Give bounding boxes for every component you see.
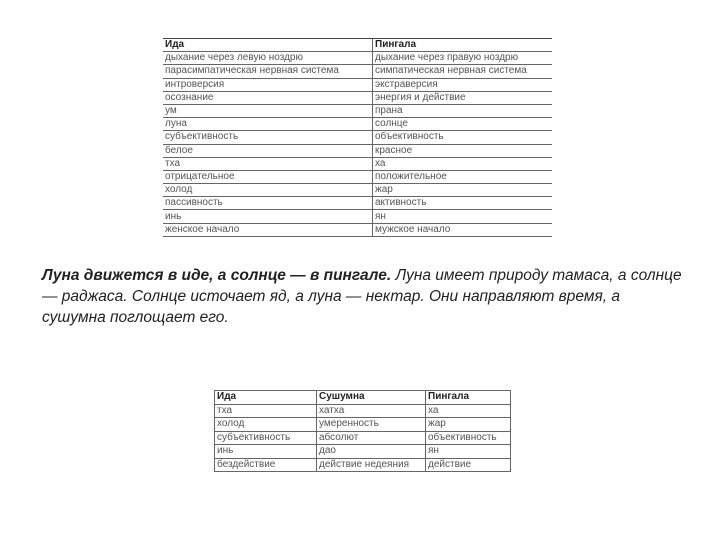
table-cell: белое xyxy=(163,144,373,157)
table-cell: ха xyxy=(373,157,553,170)
body-paragraph xyxy=(42,265,682,328)
table-row xyxy=(163,104,552,117)
table-row xyxy=(215,458,511,472)
header-ida: Ида xyxy=(163,39,373,52)
table-row xyxy=(163,170,552,183)
table-row xyxy=(215,431,511,445)
table-row xyxy=(163,184,552,197)
table-cell: энергия и действие xyxy=(373,91,553,104)
table-cell: субъективность xyxy=(215,431,317,445)
header-pingala: Пингала xyxy=(373,39,553,52)
table-cell: ха xyxy=(426,404,511,418)
table-cell: ян xyxy=(373,210,553,223)
table-row xyxy=(163,197,552,210)
table-cell: хатха xyxy=(317,404,426,418)
table-cell: тха xyxy=(215,404,317,418)
table-cell: субъективность xyxy=(163,131,373,144)
table-row xyxy=(215,418,511,432)
table-header-row xyxy=(215,391,511,405)
table-cell: абсолют xyxy=(317,431,426,445)
table-row xyxy=(163,118,552,131)
table-cell: умеренность xyxy=(317,418,426,432)
table-row xyxy=(163,52,552,65)
table-cell: бездействие xyxy=(215,458,317,472)
table-cell: пассивность xyxy=(163,197,373,210)
table-cell: ум xyxy=(163,104,373,117)
table-cell: прана xyxy=(373,104,553,117)
table-cell: холод xyxy=(215,418,317,432)
table-row xyxy=(163,144,552,157)
table-cell: дыхание через левую ноздрю xyxy=(163,52,373,65)
ida-pingala-table xyxy=(163,38,552,237)
table-cell: интроверсия xyxy=(163,78,373,91)
table-row xyxy=(163,157,552,170)
header-sushumna: Сушумна xyxy=(317,391,426,405)
table-cell: красное xyxy=(373,144,553,157)
table-cell: жар xyxy=(426,418,511,432)
table-cell: мужское начало xyxy=(373,223,553,236)
table-cell: женское начало xyxy=(163,223,373,236)
table-cell: положительное xyxy=(373,170,553,183)
table-cell: действие недеяния xyxy=(317,458,426,472)
table-cell: ян xyxy=(426,445,511,459)
table-cell: действие xyxy=(426,458,511,472)
table-cell: холод xyxy=(163,184,373,197)
table-row xyxy=(163,131,552,144)
table-cell: жар xyxy=(373,184,553,197)
table-cell: солнце xyxy=(373,118,553,131)
table-cell: объективность xyxy=(426,431,511,445)
table-cell: активность xyxy=(373,197,553,210)
paragraph-bold-lead: Луна движется в иде, а солнце — в пингале. xyxy=(42,267,392,284)
table-row xyxy=(163,210,552,223)
table-cell: инь xyxy=(163,210,373,223)
table-cell: дыхание через правую ноздрю xyxy=(373,52,553,65)
table-row xyxy=(163,65,552,78)
header-ida: Ида xyxy=(215,391,317,405)
table-cell: осознание xyxy=(163,91,373,104)
paragraph-text: Луна имеет природу тамаса, а солнце — раджаса. Солнце источает яд, а луна — нектар. Они направляют время, а сушумна поглощает его. xyxy=(42,267,682,326)
table-header-row xyxy=(163,39,552,52)
header-pingala: Пингала xyxy=(426,391,511,405)
table-cell: инь xyxy=(215,445,317,459)
table-row xyxy=(215,404,511,418)
table-row xyxy=(215,445,511,459)
table-cell: объективность xyxy=(373,131,553,144)
table-cell: экстраверсия xyxy=(373,78,553,91)
table-cell: луна xyxy=(163,118,373,131)
table-cell: парасимпатическая нервная система xyxy=(163,65,373,78)
table-cell: тха xyxy=(163,157,373,170)
table-row xyxy=(163,223,552,236)
table-row xyxy=(163,91,552,104)
table-row xyxy=(163,78,552,91)
table-cell: отрицательное xyxy=(163,170,373,183)
table-cell: симпатическая нервная система xyxy=(373,65,553,78)
table-cell: дао xyxy=(317,445,426,459)
ida-sushumna-pingala-table xyxy=(214,390,511,472)
